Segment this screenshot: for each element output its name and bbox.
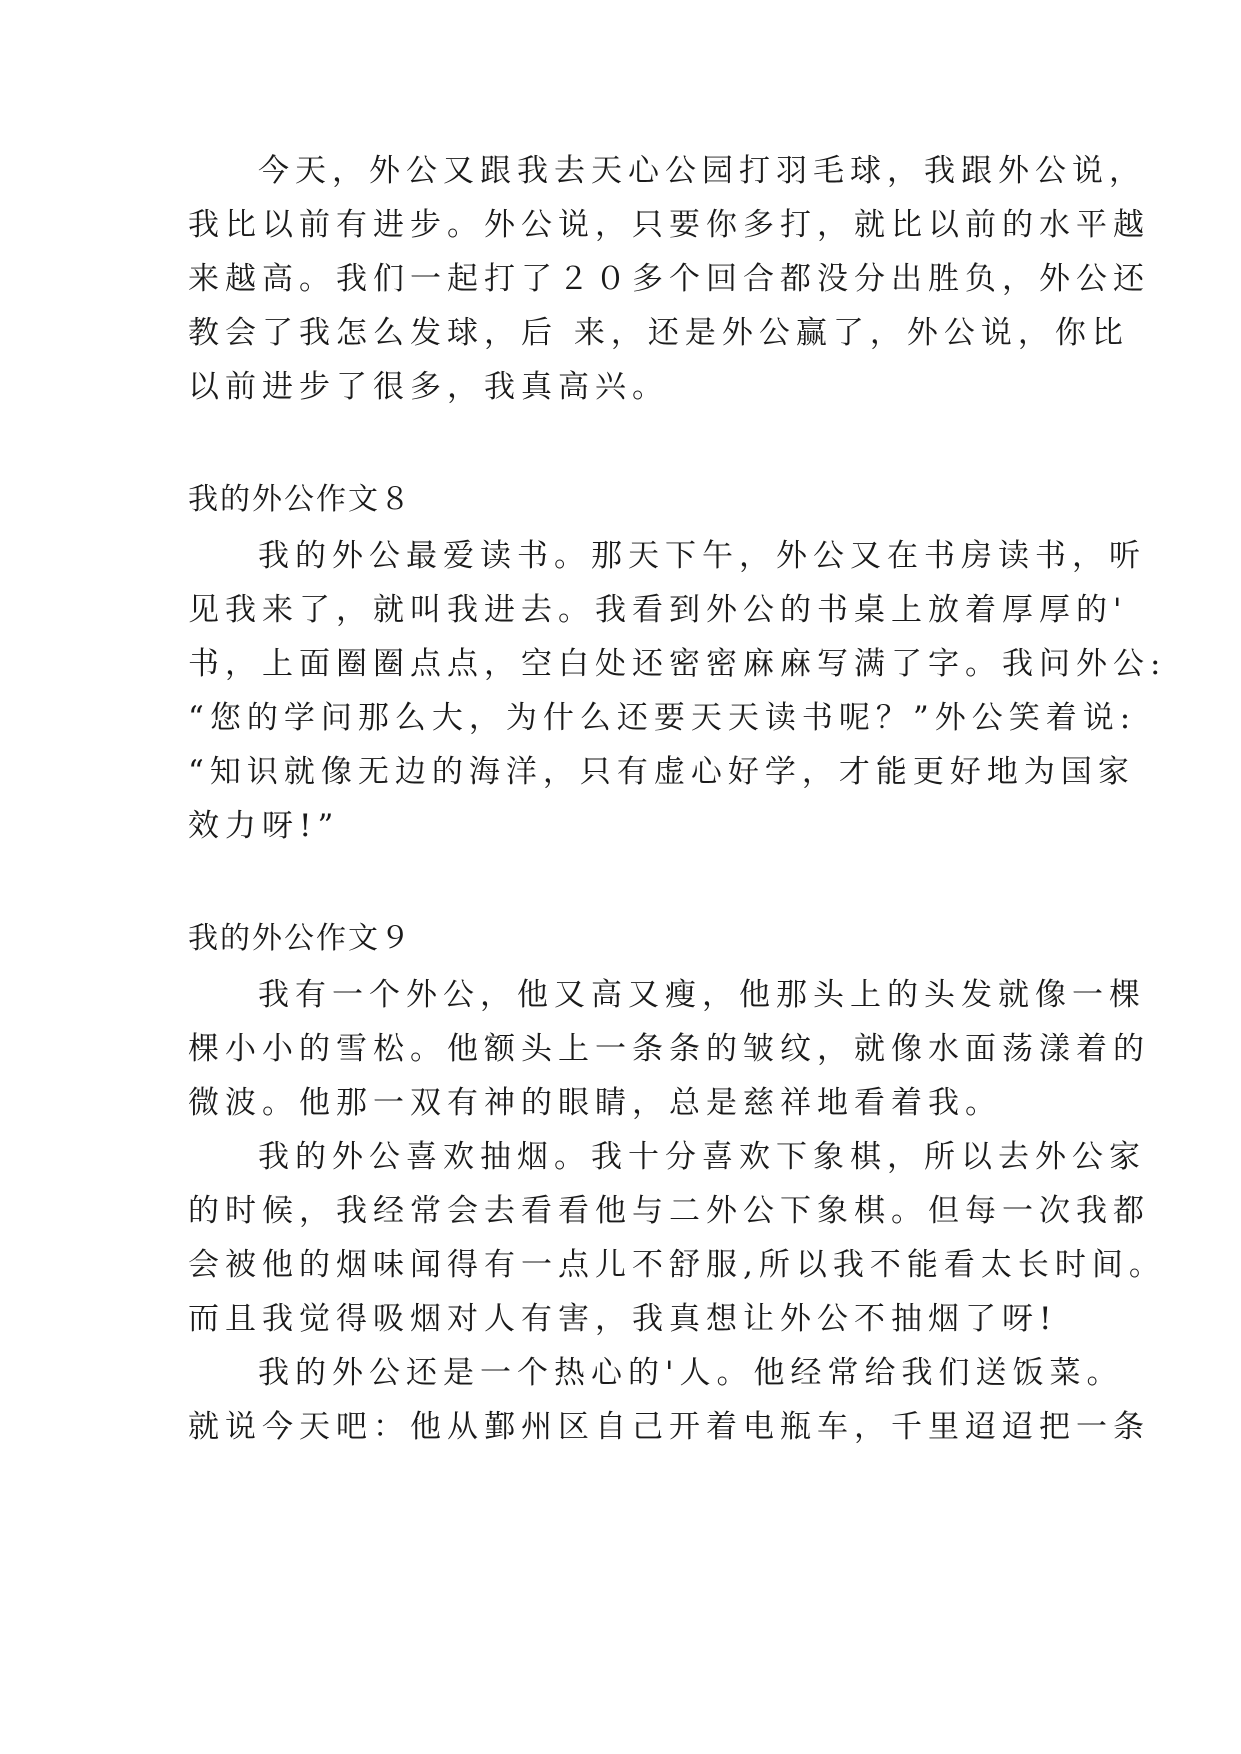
paragraph-line: “您的学问那么大，为什么还要天天读书呢？”外公笑着说: bbox=[188, 700, 1137, 736]
paragraph-line: 效力呀!” bbox=[188, 808, 340, 844]
paragraph-line: 以前进步了很多，我真高兴。 bbox=[188, 369, 669, 405]
section-heading: 我的外公作文８ bbox=[188, 482, 412, 517]
paragraph-line: 棵小小的雪松。他额头上一条条的皱纹，就像水面荡漾着的 bbox=[188, 1031, 1150, 1067]
paragraph-line: 的时候，我经常会去看看他与二外公下象棋。但每一次我都 bbox=[188, 1193, 1150, 1229]
paragraph-line: 我的外公还是一个热心的'人。他经常给我们送饭菜。 bbox=[258, 1355, 1124, 1391]
paragraph-line: “知识就像无边的海洋，只有虚心好学，才能更好地为国家 bbox=[188, 754, 1135, 790]
paragraph-line: 书，上面圈圈点点，空白处还密密麻麻写满了字。我问外公: bbox=[188, 646, 1167, 682]
paragraph-line: 会被他的烟味闻得有一点儿不舒服,所以我不能看太长时间。 bbox=[188, 1247, 1166, 1283]
paragraph-line: 我的外公喜欢抽烟。我十分喜欢下象棋，所以去外公家 bbox=[258, 1139, 1146, 1175]
paragraph-line: 微波。他那一双有神的眼睛，总是慈祥地看着我。 bbox=[188, 1085, 1002, 1121]
paragraph-line: 而且我觉得吸烟对人有害，我真想让外公不抽烟了呀! bbox=[188, 1301, 1058, 1337]
paragraph-line: 教会了我怎么发球，后 来，还是外公赢了，外公说，你比 bbox=[188, 315, 1129, 351]
paragraph-line: 见我来了，就叫我进去。我看到外公的书桌上放着厚厚的' bbox=[188, 592, 1128, 628]
paragraph-line: 今天，外公又跟我去天心公园打羽毛球，我跟外公说， bbox=[258, 153, 1146, 189]
paragraph-line: 来越高。我们一起打了２０多个回合都没分出胜负，外公还 bbox=[188, 261, 1150, 297]
paragraph-line: 我有一个外公，他又高又瘦，他那头上的头发就像一棵 bbox=[258, 977, 1146, 1013]
paragraph-line: 就说今天吧：他从鄞州区自己开着电瓶车，千里迢迢把一条 bbox=[188, 1409, 1150, 1445]
paragraph-line: 我的外公最爱读书。那天下午，外公又在书房读书，听 bbox=[258, 538, 1146, 574]
paragraph-line: 我比以前有进步。外公说，只要你多打，就比以前的水平越 bbox=[188, 207, 1150, 243]
section-heading: 我的外公作文９ bbox=[188, 921, 412, 956]
